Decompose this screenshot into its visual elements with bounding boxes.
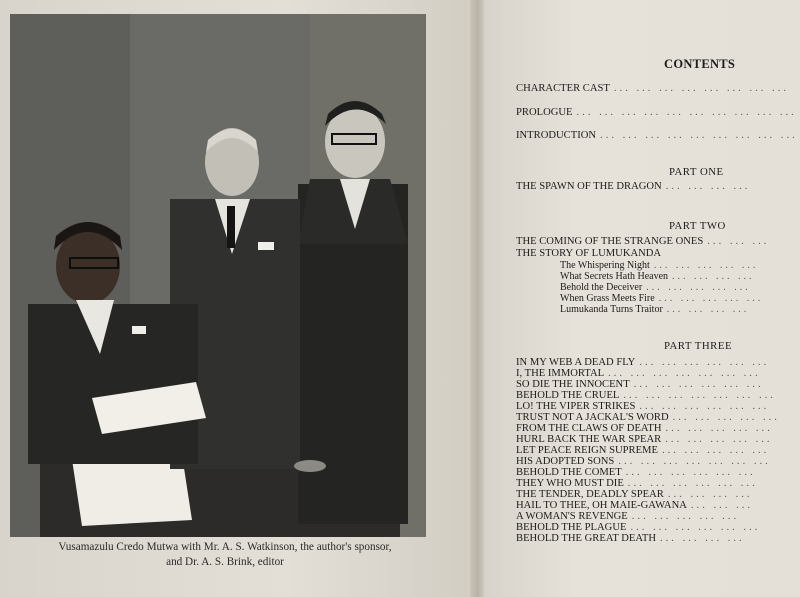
- toc-label: BEHOLD THE GREAT DEATH: [516, 533, 656, 544]
- toc-entry: BEHOLD THE COMET ... ... ... ... ... ...: [516, 467, 756, 478]
- toc-entry: SO DIE THE INNOCENT ... ... ... ... ... ...: [516, 379, 764, 390]
- toc-label: BEHOLD THE COMET: [516, 467, 622, 478]
- toc-entry: HIS ADOPTED SONS ... ... ... ... ... ... ...: [516, 456, 771, 467]
- toc-label: SO DIE THE INNOCENT: [516, 379, 630, 390]
- caption-line-2: and Dr. A. S. Brink, editor: [166, 556, 284, 568]
- toc-label: BEHOLD THE PLAGUE: [516, 522, 627, 533]
- toc-label: THEY WHO MUST DIE: [516, 478, 624, 489]
- toc-entry: FROM THE CLAWS OF DEATH ... ... ... ... ...: [516, 423, 773, 434]
- part-one-heading: PART ONE: [669, 166, 724, 178]
- toc-entry: [516, 248, 661, 260]
- toc-label: I, THE IMMORTAL: [516, 368, 605, 379]
- toc-label: Lumukanda Turns Traitor: [560, 304, 663, 315]
- toc-entry: BEHOLD THE PLAGUE ... ... ... ... ... ...: [516, 522, 761, 533]
- toc-entry: THE COMING OF THE STRANGE ONES ... ... ...: [516, 236, 770, 247]
- photo-caption: [20, 540, 430, 570]
- toc-entry: INTRODUCTION ... ... ... ... ... ... ... ... ...: [516, 130, 798, 141]
- toc-label: TRUST NOT A JACKAL'S WORD: [516, 412, 669, 423]
- toc-entry: CHARACTER CAST ... ... ... ... ... ... ... ...: [516, 83, 789, 94]
- toc-label: FROM THE CLAWS OF DEATH: [516, 423, 662, 434]
- toc-label: THE STORY OF LUMUKANDA: [516, 248, 662, 259]
- toc-subentry: Lumukanda Turns Traitor ... ... ... ...: [560, 304, 750, 315]
- toc-label: THE TENDER, DEADLY SPEAR: [516, 489, 664, 500]
- part-three-heading: PART THREE: [664, 340, 733, 352]
- toc-label: The Whispering Night: [560, 260, 650, 271]
- toc-entry: LET PEACE REIGN SUPREME ... ... ... ... ...: [516, 445, 770, 456]
- toc-subentry: Behold the Deceiver ... ... ... ... ...: [560, 282, 751, 293]
- toc-entry: THE TENDER, DEADLY SPEAR ... ... ... ...: [516, 489, 753, 500]
- toc-entry: HURL BACK THE WAR SPEAR ... ... ... ... ...: [516, 434, 773, 445]
- toc-entry: PROLOGUE ... ... ... ... ... ... ... ... ... ...: [516, 107, 797, 118]
- toc-subentry: When Grass Meets Fire ... ... ... ... ...: [560, 293, 764, 304]
- toc-entry: BEHOLD THE CRUEL ... ... ... ... ... ... ...: [516, 390, 776, 401]
- toc-label: THE SPAWN OF THE DRAGON: [516, 181, 662, 192]
- toc-entry: IN MY WEB A DEAD FLY ... ... ... ... ... ...: [516, 357, 770, 368]
- toc-label: PROLOGUE: [516, 107, 573, 118]
- contents-title: CONTENTS: [664, 57, 736, 71]
- toc-label: A WOMAN'S REVENGE: [516, 511, 628, 522]
- photograph: [10, 14, 426, 537]
- toc-entry: BEHOLD THE GREAT DEATH ... ... ... ...: [516, 533, 745, 544]
- toc-label: What Secrets Hath Heaven: [560, 271, 669, 282]
- toc-subentry: What Secrets Hath Heaven ... ... ... ...: [560, 271, 755, 282]
- toc-label: THE COMING OF THE STRANGE ONES: [516, 236, 704, 247]
- toc-entry: A WOMAN'S REVENGE ... ... ... ... ...: [516, 511, 740, 522]
- toc-label: BEHOLD THE CRUEL: [516, 390, 620, 401]
- toc-label: LO! THE VIPER STRIKES: [516, 401, 636, 412]
- toc-label: Behold the Deceiver: [560, 282, 643, 293]
- photo-figures: [10, 14, 426, 537]
- toc-label: HAIL TO THEE, OH MAIE-GAWANA: [516, 500, 687, 511]
- toc-entry: THEY WHO MUST DIE ... ... ... ... ... ...: [516, 478, 758, 489]
- caption-line-1: Vusamazulu Credo Mutwa with Mr. A. S. Watkinson, the author's sponsor,: [58, 541, 392, 553]
- toc-label: INTRODUCTION: [516, 130, 597, 141]
- toc-entry: I, THE IMMORTAL ... ... ... ... ... ... ...: [516, 368, 761, 379]
- toc-label: When Grass Meets Fire: [560, 293, 655, 304]
- toc-label: HURL BACK THE WAR SPEAR: [516, 434, 662, 445]
- toc-entry: HAIL TO THEE, OH MAIE-GAWANA ... ... ...: [516, 500, 754, 511]
- toc-entry: THE SPAWN OF THE DRAGON ... ... ... ...: [516, 181, 751, 192]
- toc-label: LET PEACE REIGN SUPREME: [516, 445, 658, 456]
- toc-subentry: The Whispering Night ... ... ... ... ...: [560, 260, 759, 271]
- toc-entry: TRUST NOT A JACKAL'S WORD ... ... ... ... ...: [516, 412, 780, 423]
- toc-label: IN MY WEB A DEAD FLY: [516, 357, 636, 368]
- part-two-heading: PART TWO: [669, 220, 726, 232]
- toc-label: CHARACTER CAST: [516, 83, 610, 94]
- toc-label: HIS ADOPTED SONS: [516, 456, 615, 467]
- toc-entry: LO! THE VIPER STRIKES ... ... ... ... ... ...: [516, 401, 770, 412]
